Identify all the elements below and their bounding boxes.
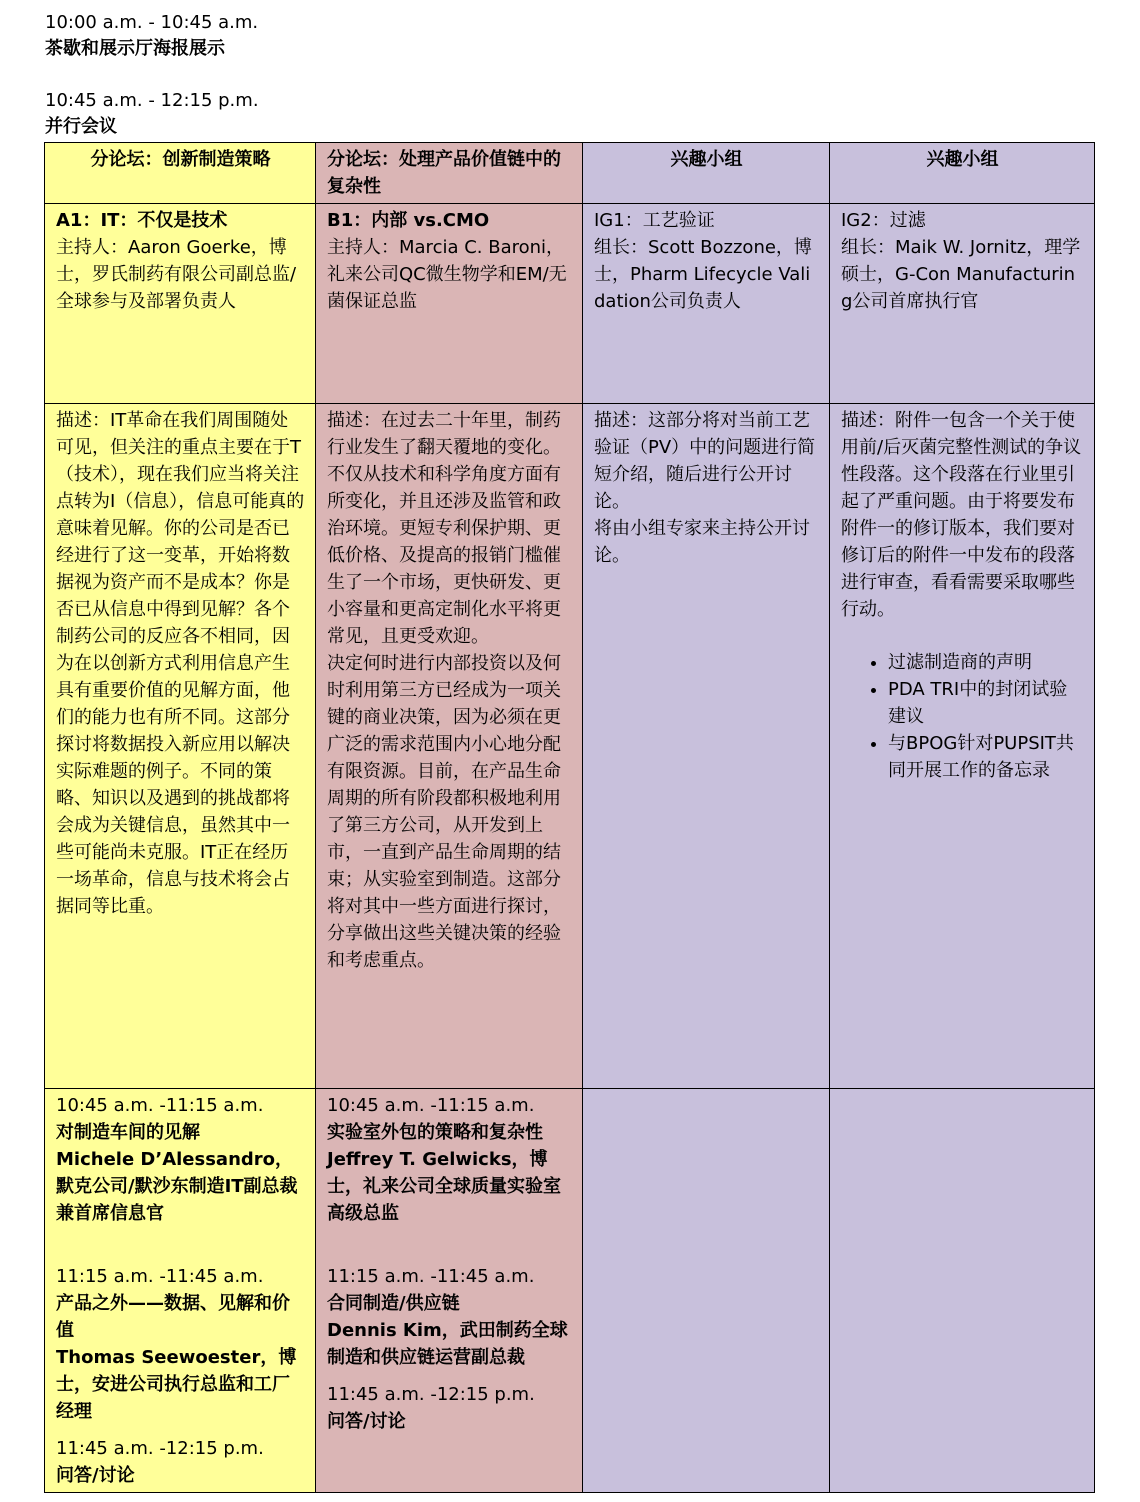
session-code: B1：内部 vs.CMO	[327, 210, 490, 231]
session-a1	[45, 204, 316, 404]
talk-title: 实验室外包的策略和复杂性	[327, 1122, 543, 1143]
description-text: 将由小组专家来主持公开讨论。	[594, 518, 810, 566]
session-title: 并行会议	[45, 116, 117, 137]
session-host: 组长：Maik W. Jornitz，理学硕士，G-Con Manufacturing公司首席执行官	[841, 237, 1081, 312]
talks-ig1-empty	[583, 1089, 830, 1493]
talks-row	[45, 1089, 1095, 1493]
spacer	[56, 1227, 305, 1263]
session-host: 主持人：Aaron Goerke，博士，罗氏制药有限公司副总监/全球参与及部署负责人	[56, 237, 297, 312]
session-b1	[316, 204, 583, 404]
talk-title: 合同制造/供应链	[327, 1293, 460, 1314]
spacer	[327, 1227, 572, 1263]
talk-time: 11:45 a.m. -12:15 p.m.	[56, 1438, 264, 1459]
header-interest-group-1: 兴趣小组	[583, 143, 830, 204]
session-ig1	[583, 204, 830, 404]
talk-speaker: Dennis Kim，武田制药全球制造和供应链运营副总裁	[327, 1320, 568, 1368]
talk-title: 产品之外——数据、见解和价值	[56, 1293, 290, 1341]
session-code: IG1：工艺验证	[594, 210, 715, 231]
description-b1	[316, 404, 583, 1089]
description-row	[45, 404, 1095, 1089]
description-a1	[45, 404, 316, 1089]
talk-time: 10:45 a.m. -11:15 a.m.	[327, 1095, 535, 1116]
session-code: A1：IT：不仅是技术	[56, 210, 228, 231]
talk-time: 11:45 a.m. -12:15 p.m.	[327, 1384, 535, 1405]
talk-title: 对制造车间的见解	[56, 1122, 200, 1143]
description-text: 决定何时进行内部投资以及何时利用第三方已经成为一项关键的商业决策，因为必须在更广泛的需求范围内小心地分配有限资源。目前，在产品生命周期的所有阶段都积极地利用了第三方公司，从开发到上市，一直到产品生命周期的结束；从实验室到制造。这部分将对其中一些方面进行探讨，分享做出这些关键决策的经验和考虑重点。	[327, 653, 561, 971]
header-interest-group-2: 兴趣小组	[830, 143, 1095, 204]
talks-ig2-empty	[830, 1089, 1095, 1493]
description-ig1	[583, 404, 830, 1089]
talk-time: 10:45 a.m. -11:15 a.m.	[56, 1095, 264, 1116]
session-row	[45, 204, 1095, 404]
schedule-table	[44, 142, 1095, 1493]
header-track-a: 分论坛：创新制造策略	[45, 143, 316, 204]
spacer	[45, 62, 259, 88]
session-time: 10:45 a.m. - 12:15 p.m.	[45, 90, 259, 111]
intro-block	[45, 10, 259, 140]
talk-speaker: Thomas Seewoester，博士，安进公司执行总监和工厂经理	[56, 1347, 297, 1422]
header-row	[45, 143, 1095, 204]
session-ig2	[830, 204, 1095, 404]
description-ig2	[830, 404, 1095, 1089]
description-text: 描述：在过去二十年里，制药行业发生了翻天覆地的变化。不仅从技术和科学角度方面有所变化，并且还涉及监管和政治环境。更短专利保护期、更低价格、及提高的报销门槛催生了一个市场，更快研发、更小容量和更高定制化水平将更常见，且更受欢迎。	[327, 410, 561, 647]
talks-b1	[316, 1089, 583, 1493]
list-item: • 与BPOG针对PUPSIT共同开展工作的备忘录	[888, 730, 1084, 784]
talk-title: 问答/讨论	[56, 1465, 135, 1486]
session-host: 主持人：Marcia C. Baroni，礼来公司QC微生物学和EM/无菌保证总监	[327, 237, 567, 312]
talk-title: 问答/讨论	[327, 1411, 406, 1432]
description-text: 描述：IT革命在我们周围随处可见，但关注的重点主要在于T（技术），现在我们应当将关注点转为I（信息），信息可能真的意味着见解。你的公司是否已经进行了这一变革，开始将数据视为资产而不是成本？你是否已从信息中得到见解？各个制药公司的反应各不相同，因为在以创新方式利用信息产生具有重要价值的见解方面，他们的能力也有所不同。这部分探讨将数据投入新应用以解决实际难题的例子。不同的策略、知识以及遇到的挑战都将会成为关键信息，虽然其中一些可能尚未克服。IT正在经历一场革命，信息与技术将会占据同等比重。	[56, 410, 305, 917]
description-text: 描述：这部分将对当前工艺验证（PV）中的问题进行简短介绍，随后进行公开讨论。	[594, 410, 816, 512]
talk-time: 11:15 a.m. -11:45 a.m.	[327, 1266, 535, 1287]
bullet-list	[841, 649, 1084, 784]
talk-speaker: Michele D’Alessandro，默克公司/默沙东制造IT副总裁兼首席信息官	[56, 1149, 298, 1224]
description-text: 描述：附件一包含一个关于使用前/后灭菌完整性测试的争议性段落。这个段落在行业里引起了严重问题。由于将要发布附件一的修订版本，我们要对修订后的附件一中发布的段落进行审查，看看需要采取哪些行动。	[841, 410, 1082, 620]
session-code: IG2：过滤	[841, 210, 926, 231]
spacer	[327, 1371, 572, 1381]
spacer	[56, 1425, 305, 1435]
session-host: 组长：Scott Bozzone，博士，Pharm Lifecycle Validation公司负责人	[594, 237, 812, 312]
break-title: 茶歇和展示厅海报展示	[45, 38, 225, 59]
talk-time: 11:15 a.m. -11:45 a.m.	[56, 1266, 264, 1287]
list-item: • 过滤制造商的声明	[888, 649, 1084, 676]
talk-speaker: Jeffrey T. Gelwicks，博士，礼来公司全球质量实验室高级总监	[327, 1149, 561, 1224]
header-track-b: 分论坛：处理产品价值链中的复杂性	[316, 143, 583, 204]
break-time: 10:00 a.m. - 10:45 a.m.	[45, 12, 259, 33]
list-item: • PDA TRI中的封闭试验建议	[888, 676, 1084, 730]
talks-a1	[45, 1089, 316, 1493]
